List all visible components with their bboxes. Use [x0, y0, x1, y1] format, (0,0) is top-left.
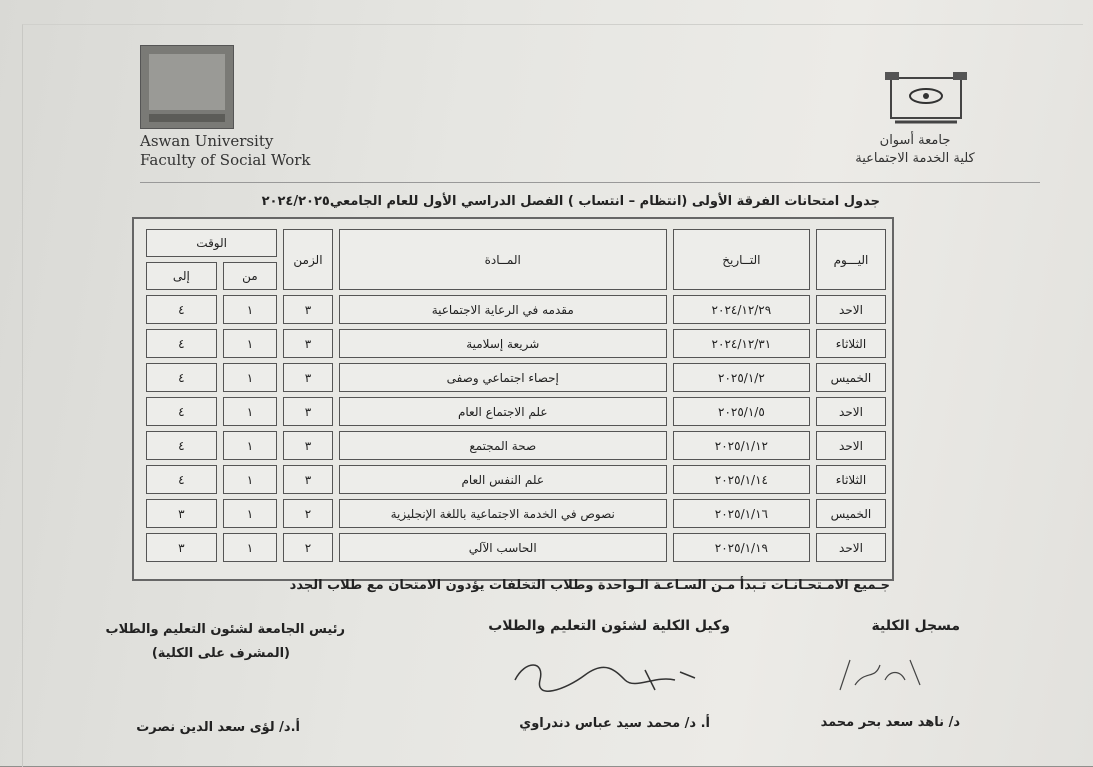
footnote: جـميع الامـتحـانـات تـبدأ مـن السـاعـة الـواحدة وطلاب التخلفات يؤدون الامتحان مع طلاب الجدد [289, 578, 890, 593]
registrar-title: مسجل الكلية [871, 618, 960, 634]
cell-date: ٢٠٢٥/١/١٦ [673, 499, 810, 528]
header-to: إلى [146, 262, 217, 290]
table-row [146, 533, 886, 562]
university-logo-icon [885, 68, 967, 130]
cell-subject: الحاسب الآلي [339, 533, 667, 562]
cell-day: الثلاثاء [816, 465, 886, 494]
cell-to: ٤ [146, 465, 217, 494]
header-divider [140, 182, 1040, 183]
cell-duration: ٣ [283, 295, 332, 324]
cell-from: ١ [223, 295, 278, 324]
cell-date: ٢٠٢٤/١٢/٣١ [673, 329, 810, 358]
cell-duration: ٣ [283, 465, 332, 494]
cell-from: ١ [223, 533, 278, 562]
cell-to: ٤ [146, 363, 217, 392]
cell-duration: ٣ [283, 431, 332, 460]
president-subtitle: (المشرف على الكلية) [151, 646, 290, 661]
cell-to: ٣ [146, 533, 217, 562]
cell-day: الاحد [816, 533, 886, 562]
cell-to: ٣ [146, 499, 217, 528]
cell-date: ٢٠٢٥/١/١٢ [673, 431, 810, 460]
vice-dean-signature-icon [505, 650, 705, 700]
faculty-ar: كلية الخدمة الاجتماعية [855, 151, 975, 166]
cell-duration: ٢ [283, 533, 332, 562]
vice-dean-title: وكيل الكلية لشئون التعليم والطلاب [488, 618, 730, 634]
header-subject: المــادة [339, 229, 667, 290]
faculty-en: Faculty of Social Work [140, 151, 311, 169]
cell-date: ٢٠٢٥/١/٢ [673, 363, 810, 392]
president-title: رئيس الجامعة لشئون التعليم والطلاب [105, 622, 345, 637]
cell-date: ٢٠٢٤/١٢/٢٩ [673, 295, 810, 324]
cell-day: الاحد [816, 431, 886, 460]
page-title: جدول امتحانات الفرقة الأولى (انتظام – انتساب ) الفصل الدراسي الأول للعام الجامعي٢٠٢٤/٢٠٢٥ [261, 194, 880, 209]
cell-to: ٤ [146, 329, 217, 358]
table-row [146, 465, 886, 494]
cell-subject: صحة المجتمع [339, 431, 667, 460]
cell-day: الخميس [816, 363, 886, 392]
table-row [146, 295, 886, 324]
header-day: اليـــوم [816, 229, 886, 290]
cell-date: ٢٠٢٥/١/١٤ [673, 465, 810, 494]
cell-date: ٢٠٢٥/١/١٩ [673, 533, 810, 562]
cell-subject: مقدمه في الرعاية الاجتماعية [339, 295, 667, 324]
cell-subject: إحصاء اجتماعي وصفى [339, 363, 667, 392]
vice-dean-name: أ. د/ محمد سيد عباس دندراوي [519, 716, 710, 731]
university-ar: جامعة أسوان [879, 133, 951, 148]
cell-day: الخميس [816, 499, 886, 528]
table-row [146, 499, 886, 528]
cell-to: ٤ [146, 295, 217, 324]
cell-from: ١ [223, 465, 278, 494]
table-row [146, 329, 886, 358]
header-from: من [223, 262, 278, 290]
cell-from: ١ [223, 329, 278, 358]
table-row [146, 363, 886, 392]
cell-from: ١ [223, 397, 278, 426]
president-name: أ.د/ لؤى سعد الدين نصرت [136, 720, 300, 735]
cell-from: ١ [223, 499, 278, 528]
cell-date: ٢٠٢٥/١/٥ [673, 397, 810, 426]
cell-subject: شريعة إسلامية [339, 329, 667, 358]
cell-to: ٤ [146, 431, 217, 460]
university-en: Aswan University [140, 132, 274, 150]
cell-day: الثلاثاء [816, 329, 886, 358]
cell-subject: علم الاجتماع العام [339, 397, 667, 426]
university-name-ar [840, 132, 990, 168]
cell-duration: ٣ [283, 329, 332, 358]
exam-table [140, 224, 892, 567]
table-header-row [146, 229, 886, 257]
table-row [146, 431, 886, 460]
exam-schedule-table [132, 217, 894, 581]
cell-to: ٤ [146, 397, 217, 426]
cell-subject: علم النفس العام [339, 465, 667, 494]
table-row [146, 397, 886, 426]
cell-day: الاحد [816, 397, 886, 426]
header-duration: الزمن [283, 229, 332, 290]
cell-subject: نصوص في الخدمة الاجتماعية باللغة الإنجليزية [339, 499, 667, 528]
cell-duration: ٢ [283, 499, 332, 528]
cell-day: الاحد [816, 295, 886, 324]
faculty-logo-icon [140, 45, 234, 129]
university-name-en [140, 132, 311, 170]
header-time: الوقت [146, 229, 277, 257]
cell-from: ١ [223, 363, 278, 392]
header-date: التــاريخ [673, 229, 810, 290]
registrar-signature-icon [830, 640, 940, 700]
cell-duration: ٣ [283, 363, 332, 392]
cell-from: ١ [223, 431, 278, 460]
registrar-name: د/ ناهد سعد بحر محمد [820, 715, 960, 730]
cell-duration: ٣ [283, 397, 332, 426]
